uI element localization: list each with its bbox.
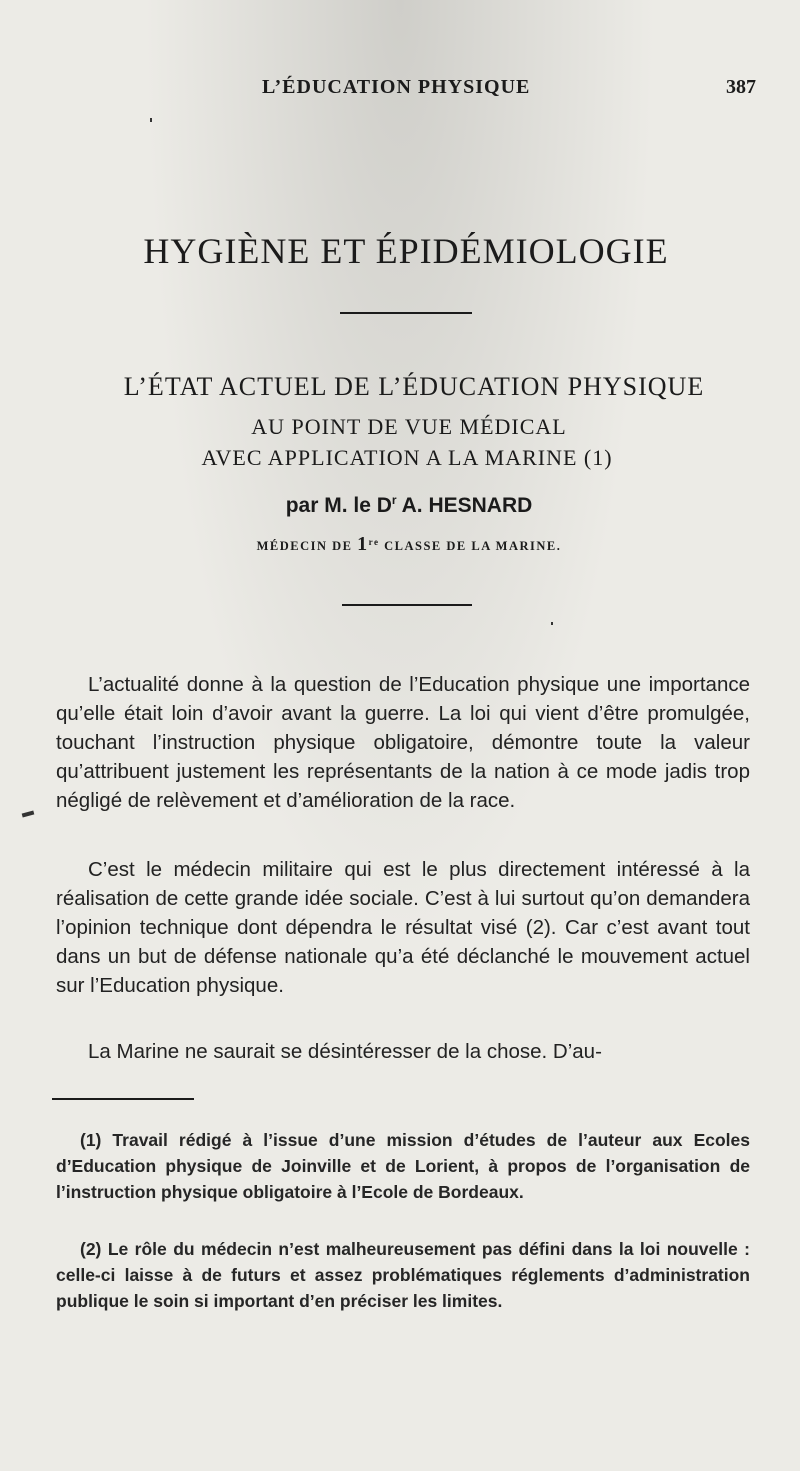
footnote-2: (2) Le rôle du médecin n’est malheureusement pas défini dans la loi nouvelle : celle-ci laisse à de futurs et assez problématiques réglements d’administration publique le soin si important d’en préciser les limites. bbox=[56, 1239, 750, 1311]
byline-superscript: r bbox=[391, 493, 397, 507]
author-affiliation bbox=[0, 533, 800, 556]
article-subtitle-line-2: AVEC APPLICATION A LA MARINE (1) bbox=[201, 445, 613, 470]
article-subtitle-line-1: AU POINT DE VUE MÉDICAL bbox=[251, 414, 567, 439]
running-title: L’ÉDUCATION PHYSIQUE bbox=[262, 76, 531, 98]
paragraph-2: C’est le médecin militaire qui est le plus directement intéressé à la réalisation de cette grande idée sociale. C’est à lui surtout qu’on demandera l’opinion technique dont dépendra le résultat visé (2). Car c’est avant tout dans un but de défense nationale qu’a été déclanché le mouvement actuel sur l’Education physique. bbox=[56, 858, 750, 997]
paragraph-1: L’actualité donne à la question de l’Education physique une importance qu’elle était loin d’avoir avant la guerre. La loi qui vient d’être promulgée, touchant l’instruction physique obligatoire, démontre toute la valeur qu’attribuent justement les représentants de la nation à ce mode jadis trop négligé de relèvement et d’amélioration de la race. bbox=[56, 673, 750, 812]
section-divider bbox=[340, 312, 472, 314]
footnote-1: (1) Travail rédigé à l’issue d’une mission d’études de l’auteur aux Ecoles d’Education physique de Joinville et de Lorient, à propos de l’organisation de l’instruction physique obligatoire à l’Ecole de Bordeaux. bbox=[56, 1130, 750, 1202]
paragraph-3: La Marine ne saurait se désintéresser de la chose. D’au- bbox=[88, 1040, 602, 1063]
article-title: L’ÉTAT ACTUEL DE L’ÉDUCATION PHYSIQUE bbox=[123, 372, 705, 401]
byline-prefix: par M. le D bbox=[285, 494, 392, 517]
running-header bbox=[0, 76, 800, 106]
title-divider bbox=[342, 604, 472, 606]
footnote-divider bbox=[52, 1098, 194, 1100]
author-name: A. HESNARD bbox=[396, 494, 533, 517]
affiliation-superscript: re bbox=[368, 536, 380, 547]
scan-speck bbox=[150, 118, 152, 122]
margin-mark bbox=[22, 811, 35, 818]
affiliation-suffix: CLASSE DE LA MARINE. bbox=[379, 539, 562, 553]
section-title: HYGIÈNE ET ÉPIDÉMIOLOGIE bbox=[143, 231, 669, 271]
page-number: 387 bbox=[726, 76, 756, 98]
author-byline bbox=[0, 493, 800, 518]
affiliation-prefix: MÉDECIN DE bbox=[256, 539, 358, 553]
affiliation-number: 1 bbox=[357, 533, 369, 555]
scan-speck bbox=[551, 622, 553, 625]
